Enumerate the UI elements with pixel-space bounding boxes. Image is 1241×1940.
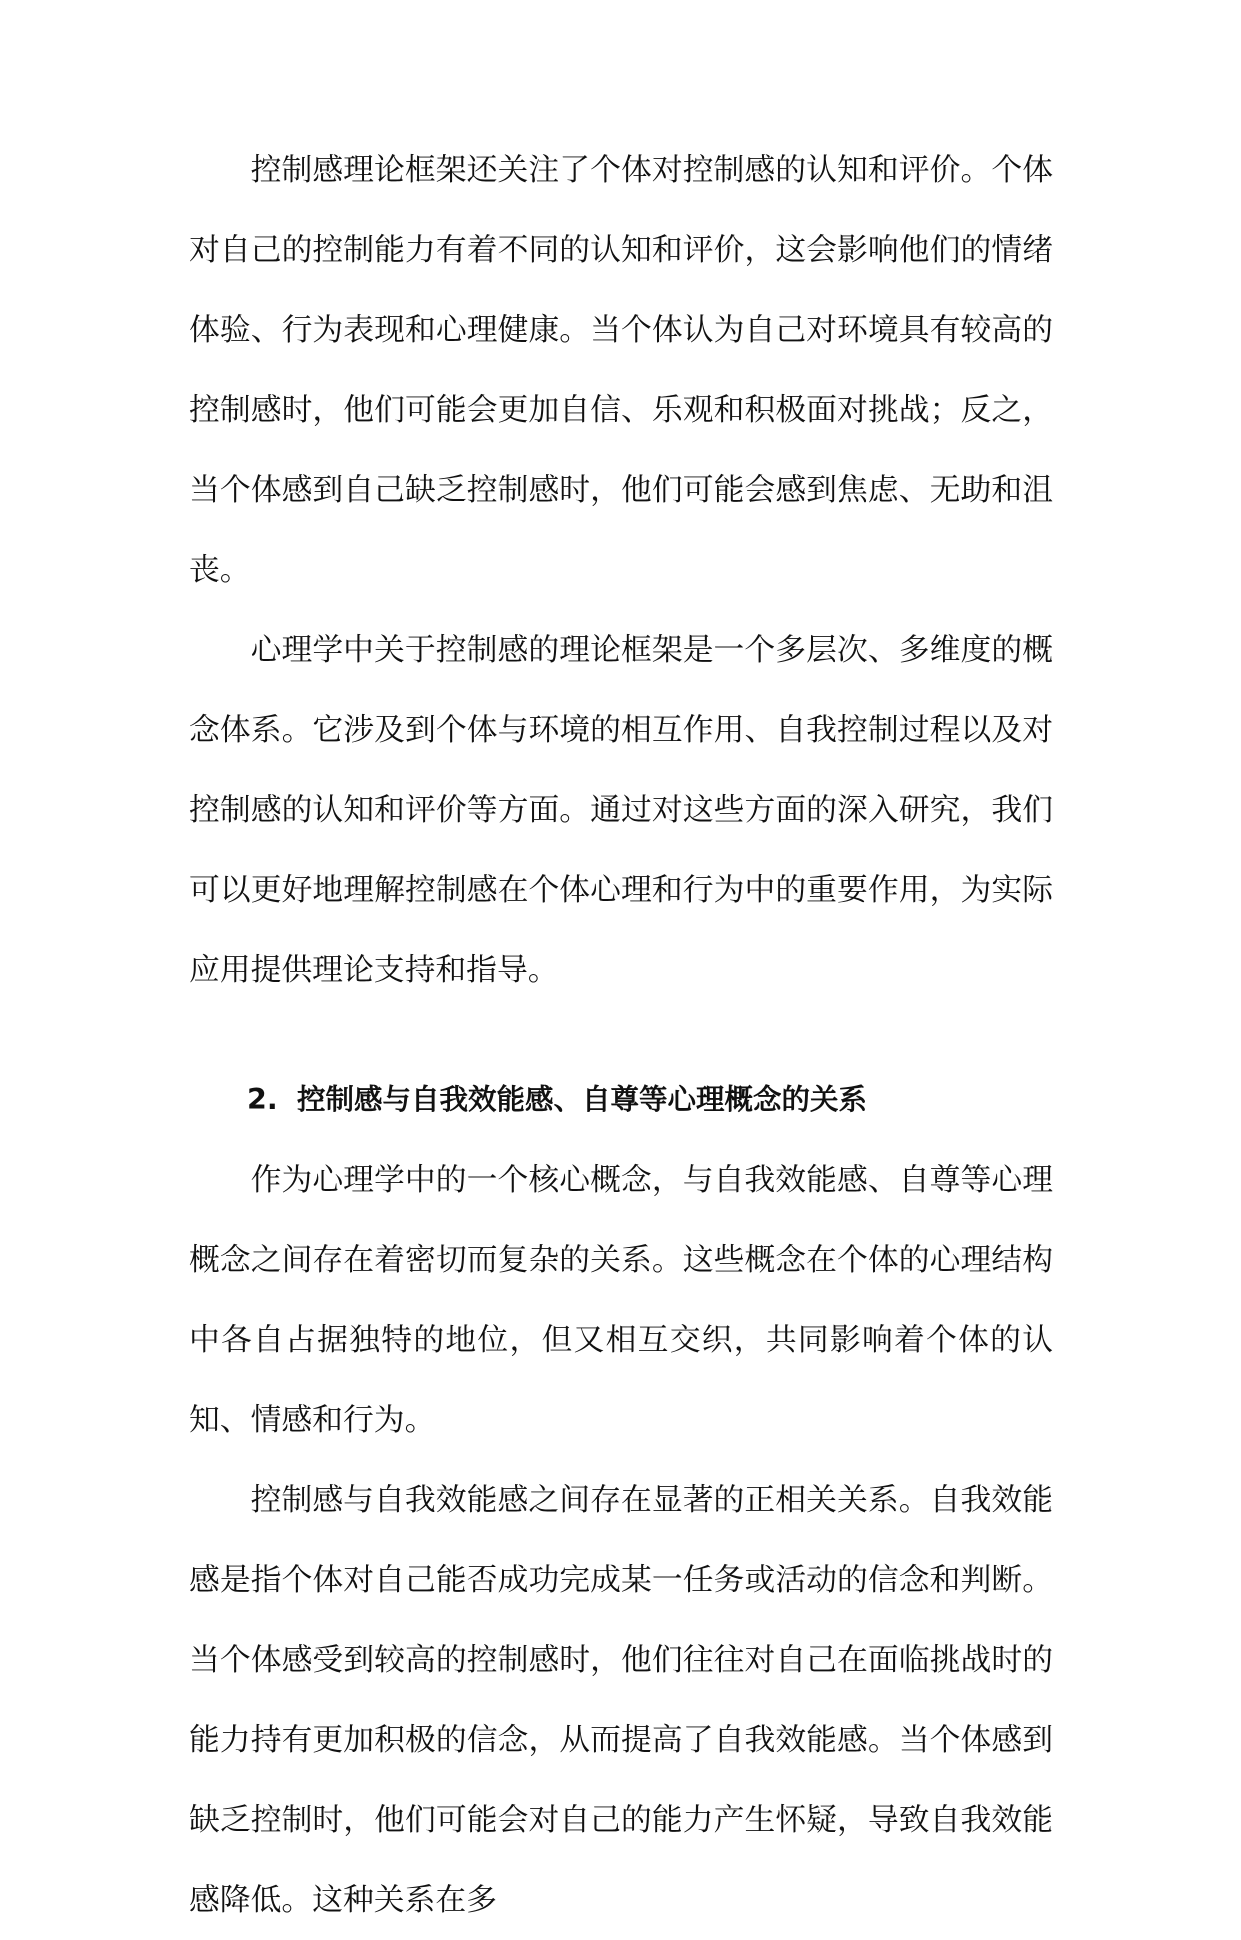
document-page [189,130,1053,1940]
section-heading [189,1060,1053,1140]
body-paragraph-1: 控制感理论框架还关注了个体对控制感的认知和评价。个体对自己的控制能力有着不同的认知和评价，这会影响他们的情绪体验、行为表现和心理健康。当个体认为自己对环境具有较高的控制感时，他们可能会更加自信、乐观和积极面对挑战；反之，当个体感到自己缺乏控制感时，他们可能会感到焦虑、无助和沮丧。 [189,152,1053,588]
body-paragraph-3: 作为心理学中的一个核心概念，与自我效能感、自尊等心理概念之间存在着密切而复杂的关系。这些概念在个体的心理结构中各自占据独特的地位，但又相互交织，共同影响着个体的认知、情感和行为。 [189,1162,1053,1438]
body-paragraph-2: 心理学中关于控制感的理论框架是一个多层次、多维度的概念体系。它涉及到个体与环境的相互作用、自我控制过程以及对控制感的认知和评价等方面。通过对这些方面的深入研究，我们可以更好地理解控制感在个体心理和行为中的重要作用，为实际应用提供理论支持和指导。 [189,632,1053,988]
body-paragraph-4: 控制感与自我效能感之间存在显著的正相关关系。自我效能感是指个体对自己能否成功完成某一任务或活动的信念和判断。当个体感受到较高的控制感时，他们往往对自己在面临挑战时的能力持有更加积极的信念，从而提高了自我效能感。当个体感到缺乏控制时，他们可能会对自己的能力产生怀疑，导致自我效能感降低。这种关系在多 [189,1482,1053,1918]
section-number: 2. [247,1083,278,1116]
section-title: 控制感与自我效能感、自尊等心理概念的关系 [296,1083,867,1116]
